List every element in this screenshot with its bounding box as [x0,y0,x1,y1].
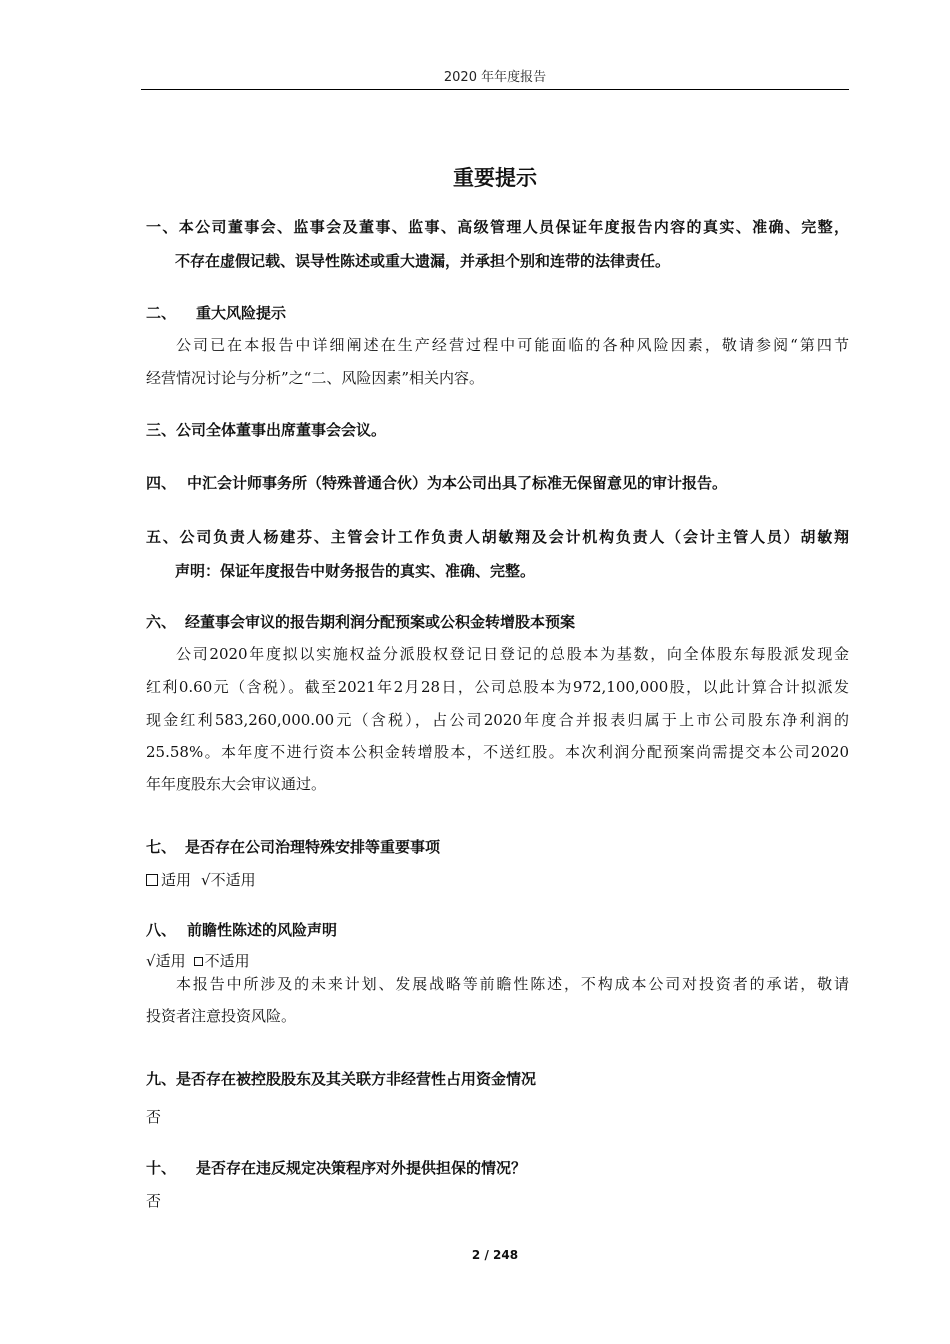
section-5-line-2: 声明：保证年度报告中财务报告的真实、准确、完整。 [175,562,536,580]
section-1-line-2: 不存在虚假记载、误导性陈述或重大遗漏，并承担个别和连带的法律责任。 [175,252,671,270]
section-9-answer: 否 [146,1108,162,1126]
option-not-applicable: 不适用 [210,871,256,889]
section-3: 三、公司全体董事出席董事会会议。 [146,421,387,439]
section-8-body-line-2: 投资者注意投资风险。 [146,1007,297,1025]
section-10-number: 十、 [146,1159,177,1177]
section-4-number: 四、 [146,474,177,492]
section-7-title: 是否存在公司治理特殊安排等重要事项 [185,838,441,856]
section-9: 九、是否存在被控股股东及其关联方非经营性占用资金情况 [146,1070,537,1088]
section-2-title: 重大风险提示 [196,304,287,322]
section-10-answer: 否 [146,1192,162,1210]
running-header: 2020 年年度报告 [443,70,547,85]
page-title: 重要提示 [453,166,537,190]
section-8-body-line-1: 本报告中所涉及的未来计划、发展战略等前瞻性陈述，不构成本公司对投资者的承诺，敬请 [176,975,849,993]
section-6-title: 经董事会审议的报告期利润分配预案或公积金转增股本预案 [185,613,576,631]
section-4-title: 中汇会计师事务所（特殊普通合伙）为本公司出具了标准无保留意见的审计报告。 [187,474,728,492]
section-6-body-line-1: 公司2020年度拟以实施权益分派股权登记日登记的总股本为基数，向全体股东每股派发现金 [176,645,849,663]
option-not-applicable: 不适用 [204,952,250,970]
section-10-title: 是否存在违反规定决策程序对外提供担保的情况？ [196,1159,527,1177]
section-2-body-line-2: 经营情况讨论与分析”之“二、风险因素”相关内容。 [146,369,485,387]
unchecked-box-icon [194,957,203,966]
section-7-options [146,869,256,890]
section-5-line-1: 五、公司负责人杨建芬、主管会计工作负责人胡敏翔及会计机构负责人（会计主管人员）胡敏翔 [146,528,849,546]
section-2-number: 二、 [146,304,177,322]
option-applicable: 适用 [161,871,192,889]
section-6-body-line-2: 红利0.60元（含税）。截至2021年2月28日，公司总股本为972,100,000股，以此计算合计拟派发 [146,678,849,696]
section-6-number: 六、 [146,613,177,631]
section-8-number: 八、 [146,921,177,939]
option-applicable: 适用 [155,952,186,970]
section-6-body-line-5: 年年度股东大会审议通过。 [146,775,327,793]
section-6-body-line-4: 25.58%。本年度不进行资本公积金转增股本，不送红股。本次利润分配预案尚需提交本公司2020 [146,743,849,761]
unchecked-box-icon [146,874,158,886]
section-8-options [146,950,250,971]
section-1-line-1: 一、本公司董事会、监事会及董事、监事、高级管理人员保证年度报告内容的真实、准确、完整， [146,218,849,236]
check-mark-icon: √ [201,871,211,889]
check-mark-icon: √ [146,952,156,970]
page-number: 2 / 248 [471,1248,519,1262]
section-8-title: 前瞻性陈述的风险声明 [187,921,338,939]
section-2-body-line-1: 公司已在本报告中详细阐述在生产经营过程中可能面临的各种风险因素，敬请参阅“第四节 [176,336,849,354]
section-7-number: 七、 [146,838,177,856]
section-6-body-line-3: 现金红利583,260,000.00元（含税），占公司2020年度合并报表归属于上市公司股东净利润的 [146,711,849,729]
header-rule [141,89,849,90]
